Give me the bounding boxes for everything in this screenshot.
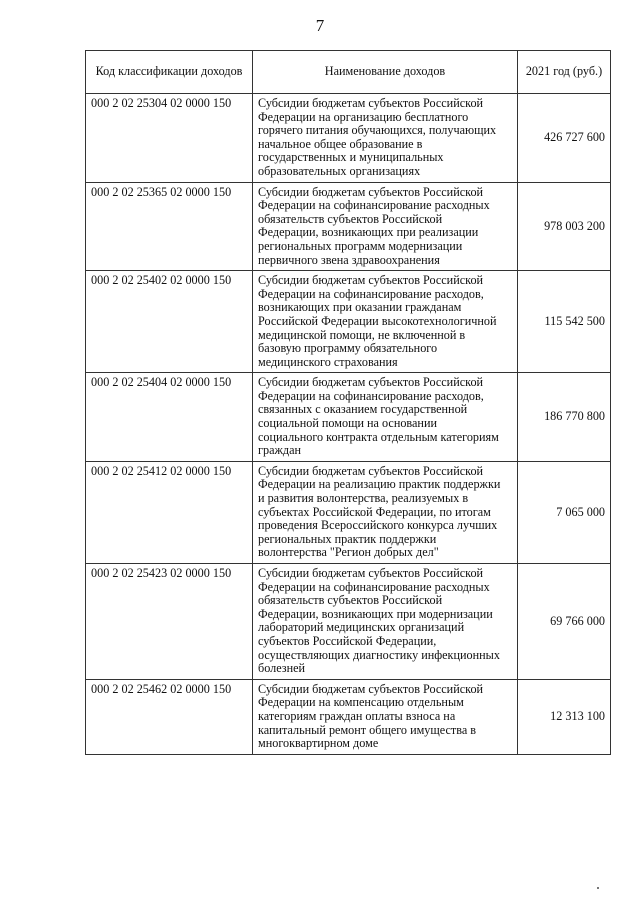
row-name-line: Федерации на компенсацию отдельным: [258, 695, 464, 710]
row-name: [253, 679, 518, 754]
row-name: [253, 373, 518, 462]
row-name-line: капитальный ремонт общего имущества в: [258, 722, 477, 737]
row-name-line: Федерации, возникающих при реализации: [258, 225, 479, 240]
row-amount: 115 542 500: [518, 271, 611, 373]
row-name-line: образовательных организациях: [258, 163, 421, 178]
row-name-line: Субсидии бюджетам субъектов Российской: [258, 463, 484, 478]
row-name-line: Федерации на организацию бесплатного: [258, 109, 469, 124]
row-name-line: Федерации на софинансирование расходных: [258, 579, 490, 594]
row-amount: 426 727 600: [518, 94, 611, 183]
row-name-line: Федерации на софинансирование расходных: [258, 198, 490, 213]
row-name-line: социальной помощи на основании: [258, 416, 438, 431]
row-name-line: Федерации на софинансирование расходов,: [258, 286, 484, 301]
row-code: 000 2 02 25304 02 0000 150: [86, 94, 253, 183]
table-header-row: [86, 51, 611, 94]
row-name-line: болезней: [258, 661, 306, 676]
row-name-line: медицинской помощи, не включенной в: [258, 327, 466, 342]
table-body: [86, 94, 611, 755]
row-name: [253, 461, 518, 563]
row-name-line: Субсидии бюджетам субъектов Российской: [258, 375, 484, 390]
row-name-line: категориям граждан оплаты взноса на: [258, 708, 456, 723]
header-amount: 2021 год (руб.): [518, 51, 611, 94]
row-amount: 186 770 800: [518, 373, 611, 462]
row-name-line: связанных с оказанием государственной: [258, 402, 468, 417]
row-code: 000 2 02 25402 02 0000 150: [86, 271, 253, 373]
row-name-line: социального контракта отдельным категориям: [258, 429, 499, 444]
row-name-line: граждан: [258, 443, 302, 458]
header-name: Наименование доходов: [253, 51, 518, 94]
row-name-line: обязательств субъектов Российской: [258, 211, 443, 226]
table-row: [86, 94, 611, 183]
row-name-line: начальное общее образование в: [258, 136, 423, 151]
row-amount: 7 065 000: [518, 461, 611, 563]
row-name-line: проведения Всероссийского конкурса лучших: [258, 518, 498, 533]
table-row: [86, 182, 611, 271]
row-code: 000 2 02 25462 02 0000 150: [86, 679, 253, 754]
row-name-line: Федерации, возникающих при модернизации: [258, 606, 493, 621]
row-name-line: Субсидии бюджетам субъектов Российской: [258, 566, 484, 580]
row-code: 000 2 02 25365 02 0000 150: [86, 182, 253, 271]
row-name-line: базовую программу обязательного: [258, 341, 438, 356]
row-name-line: Российской Федерации высокотехнологичной: [258, 313, 497, 328]
scan-speck: [597, 887, 599, 889]
table-row: [86, 373, 611, 462]
row-name-line: субъектах Российской Федерации, по итогам: [258, 504, 491, 519]
row-name-line: и развития волонтерства, реализуемых в: [258, 491, 469, 506]
table-row: [86, 461, 611, 563]
row-name-line: региональных практик поддержки: [258, 531, 437, 546]
row-name-line: лабораторий медицинских организаций: [258, 620, 465, 635]
row-code: 000 2 02 25412 02 0000 150: [86, 461, 253, 563]
row-name-line: медицинского страхования: [258, 354, 398, 369]
row-name: [253, 271, 518, 373]
page-number: 7: [315, 16, 325, 35]
row-code: 000 2 02 25423 02 0000 150: [86, 564, 253, 680]
row-name-line: Федерации на реализацию практик поддержки: [258, 477, 501, 492]
row-name-line: обязательств субъектов Российской: [258, 593, 443, 608]
row-name-line: региональных программ модернизации: [258, 238, 463, 253]
row-name-line: первичного звена здравоохранения: [258, 252, 440, 267]
row-name: [253, 182, 518, 271]
row-amount: 978 003 200: [518, 182, 611, 271]
row-amount: 12 313 100: [518, 679, 611, 754]
row-name-line: горячего питания обучающихся, получающих: [258, 123, 497, 138]
row-name: [253, 94, 518, 183]
header-code: Код классификации доходов: [86, 51, 253, 94]
row-name: [253, 564, 518, 680]
table-row: [86, 679, 611, 754]
row-name-line: возникающих при оказании гражданам: [258, 300, 462, 315]
row-name-line: Субсидии бюджетам субъектов Российской: [258, 273, 484, 288]
row-name-line: Субсидии бюджетам субъектов Российской: [258, 681, 484, 696]
row-name-line: Субсидии бюджетам субъектов Российской: [258, 96, 484, 110]
row-name-line: волонтерства "Регион добрых дел": [258, 545, 439, 560]
revenue-table: [85, 50, 611, 755]
table-row: [86, 564, 611, 680]
table-row: [86, 271, 611, 373]
row-name-line: Федерации на софинансирование расходов,: [258, 388, 484, 403]
row-name-line: осуществляющих диагностику инфекционных: [258, 647, 500, 662]
row-name-line: многоквартирном доме: [258, 736, 379, 751]
row-code: 000 2 02 25404 02 0000 150: [86, 373, 253, 462]
row-name-line: государственных и муниципальных: [258, 150, 444, 165]
row-amount: 69 766 000: [518, 564, 611, 680]
row-name-line: субъектов Российской Федерации,: [258, 633, 437, 648]
row-name-line: Субсидии бюджетам субъектов Российской: [258, 184, 484, 199]
